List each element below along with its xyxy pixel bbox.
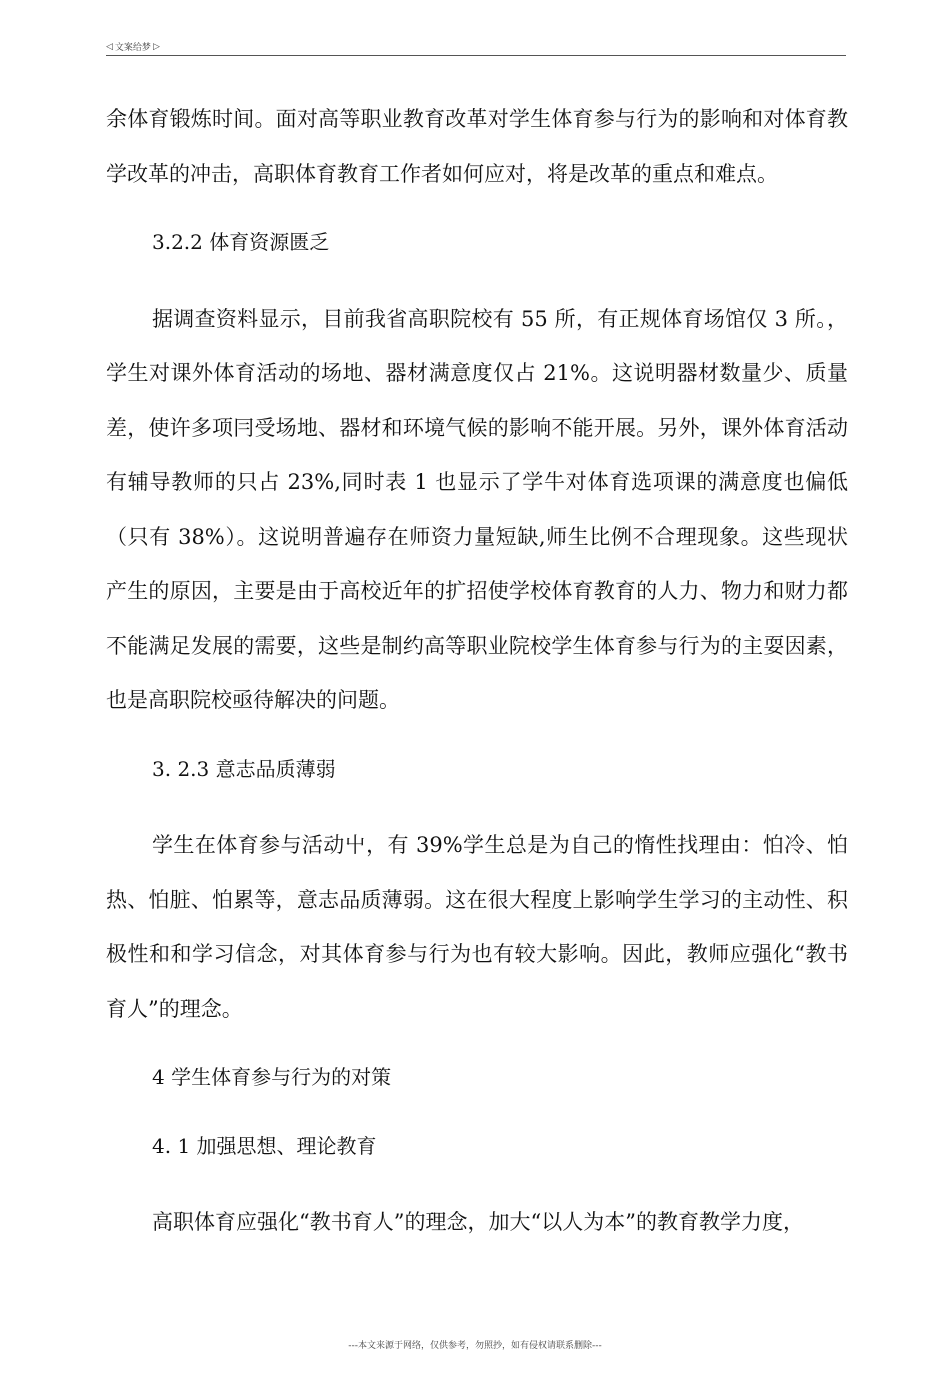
left-triangle-icon: ◁ bbox=[106, 41, 113, 52]
header-title: 文案给梦 bbox=[114, 43, 151, 53]
section-heading-4: 4 学生体育参与行为的对策 bbox=[152, 1065, 392, 1089]
right-triangle-icon: ▷ bbox=[152, 41, 160, 52]
header-divider bbox=[106, 55, 846, 56]
section-heading-3-2-3: 3. 2.3 意志品质薄弱 bbox=[152, 756, 336, 781]
document-body bbox=[106, 92, 848, 1250]
section-heading-4-1: 4. 1 加强思想、理论教育 bbox=[152, 1133, 377, 1158]
page-footer-note: ---本文来源于网络，仅供参考，勿照抄，如有侵权请联系删除--- bbox=[348, 1341, 602, 1351]
page-header bbox=[106, 40, 160, 53]
paragraph-4-1: 高职体育应强化“教书育人”的理念，加大“以人为本”的教育教学力度， bbox=[152, 1210, 804, 1234]
section-heading-3-2-2: 3.2.2 体育资源匮乏 bbox=[152, 230, 330, 254]
paragraph-continuation: 余体育锻炼时间。面对高等职业教育改革对学生体育参与行为的影响和对体育教学改革的冲击，高职体育教育工作者如何应对，将是改革的重点和难点。 bbox=[106, 107, 848, 186]
paragraph-3-2-3: 学生在体育参与活动屮，有 39%学生总是为自己的惰性找理由：怕冷、怕热、怕脏、怕累等，意志品质薄弱。这在很大程度上影响学生学习的主动性、积极性和和学习信念，对其体育参与行为也有较大影响。因此，教师应强化“教书育人”的理念。 bbox=[106, 833, 848, 1021]
paragraph-3-2-2: 据调查资料显示，目前我省高职院校有 55 所，有正规体育场馆仅 3 所。，学生对课外体育活动的场地、器材满意度仅占 21%。这说明器材数量少、质量差，使许多项冃受场地、器材和环境气候的影响不能开展。另外，课外体育活动有辅导教师的只占 23%,同时表 1 也显示了学牛对体育选项课的满意度也偏低（只有 38%）。这说明普遍存在师资力量短缺,师生比例不合理现象。这些现状产生的原因，主要是由于高校近年的扩招使学校体育教育的人力、物力和财力都不能满足发展的需要，这些是制约高等职业院校学生体育参与行为的主耍因素，也是高职院校亟待解决的问题。 bbox=[106, 306, 848, 712]
